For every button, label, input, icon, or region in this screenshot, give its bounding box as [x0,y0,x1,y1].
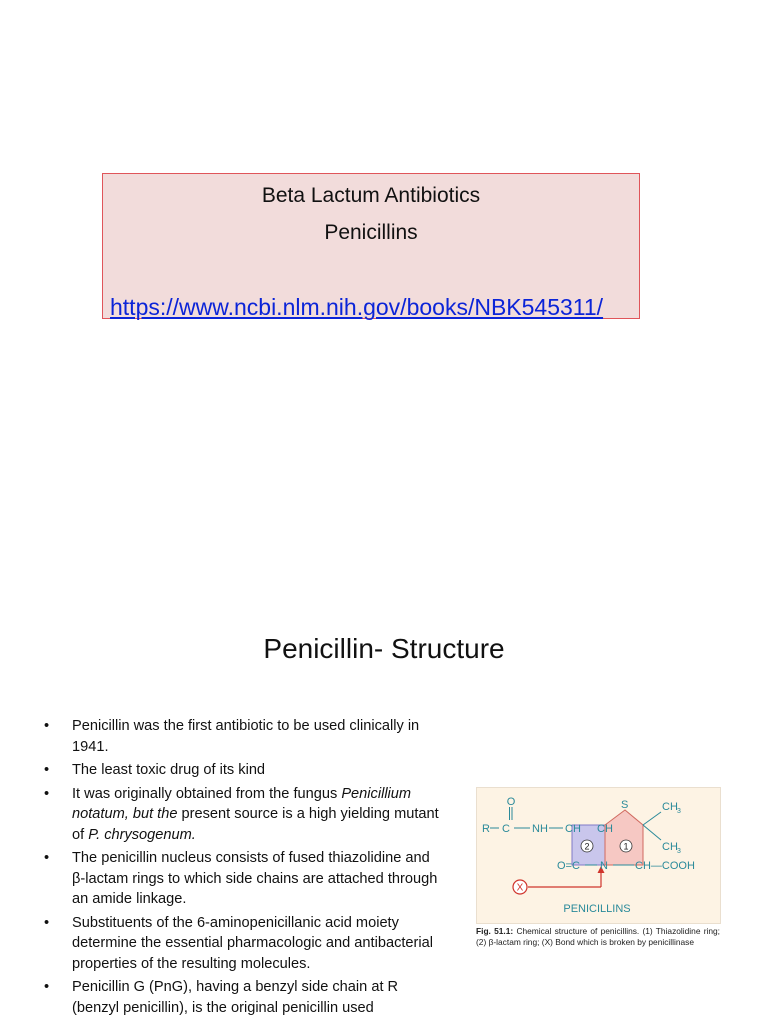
bullet-item: • The penicillin nucleus consists of fused thiazolidine and β-lactam rings to which side chains are attached through an amide linkage. [44,848,444,910]
bullet-item: • It was originally obtained from the fungus Penicillium notatum, but the present source is a high yielding mutant of P. chrysogenum. [44,784,444,846]
ring-1-label: 1 [623,841,629,852]
atom-oc: O=C [557,860,580,872]
thiazolidine-ring [605,810,643,865]
atom-o: O [506,796,516,808]
bullet-list [44,716,444,1021]
structure-diagram [477,788,720,923]
atom-ch-b: CH [597,823,613,835]
bullet-item: • The least toxic drug of its kind [44,760,444,781]
atom-ch-a: CH [565,823,581,835]
ncbi-link[interactable]: https://www.ncbi.nlm.nih.gov/books/NBK545311/ [110,294,604,320]
atom-s: S [621,799,629,811]
bond-x-label: X [516,882,524,894]
atom-ch3-top: CH [662,801,678,813]
atom-ch3-bottom: CH [662,841,678,853]
slide-title-line-1: Beta Lactum Antibiotics [261,184,481,207]
subscript-3-bottom: 3 [677,848,681,855]
figure-caption: Fig. 51.1: Chemical structure of penicillins. (1) Thiazolidine ring; (2) β-lactam ring; (X) Bond which is broken by penicillinase [476,926,720,947]
subscript-3-top: 3 [677,808,681,815]
atom-nh: NH [532,823,548,835]
ring-2-label: 2 [584,841,590,852]
bullet-item: • Penicillin was the first antibiotic to be used clinically in 1941. [44,716,444,757]
atom-cooh: CH—COOH [635,860,695,872]
penicillin-structure-figure [476,787,721,924]
figure-name: PENICILLINS [563,903,631,915]
bullet-item: • Penicillin G (PnG), having a benzyl side chain at R (benzyl penicillin), is the original penicillin used [44,977,444,1018]
atom-n: N [600,860,608,872]
bullet-item: • Substituents of the 6-aminopenicillanic acid moiety determine the essential pharmacologic and antibacterial properties of the resulting molecules. [44,913,444,975]
slide-title-line-2: Penicillins [324,221,418,244]
structure-heading: Penicillin- Structure [263,633,505,664]
atom-r: R [482,823,490,835]
atom-c: C [502,823,510,835]
